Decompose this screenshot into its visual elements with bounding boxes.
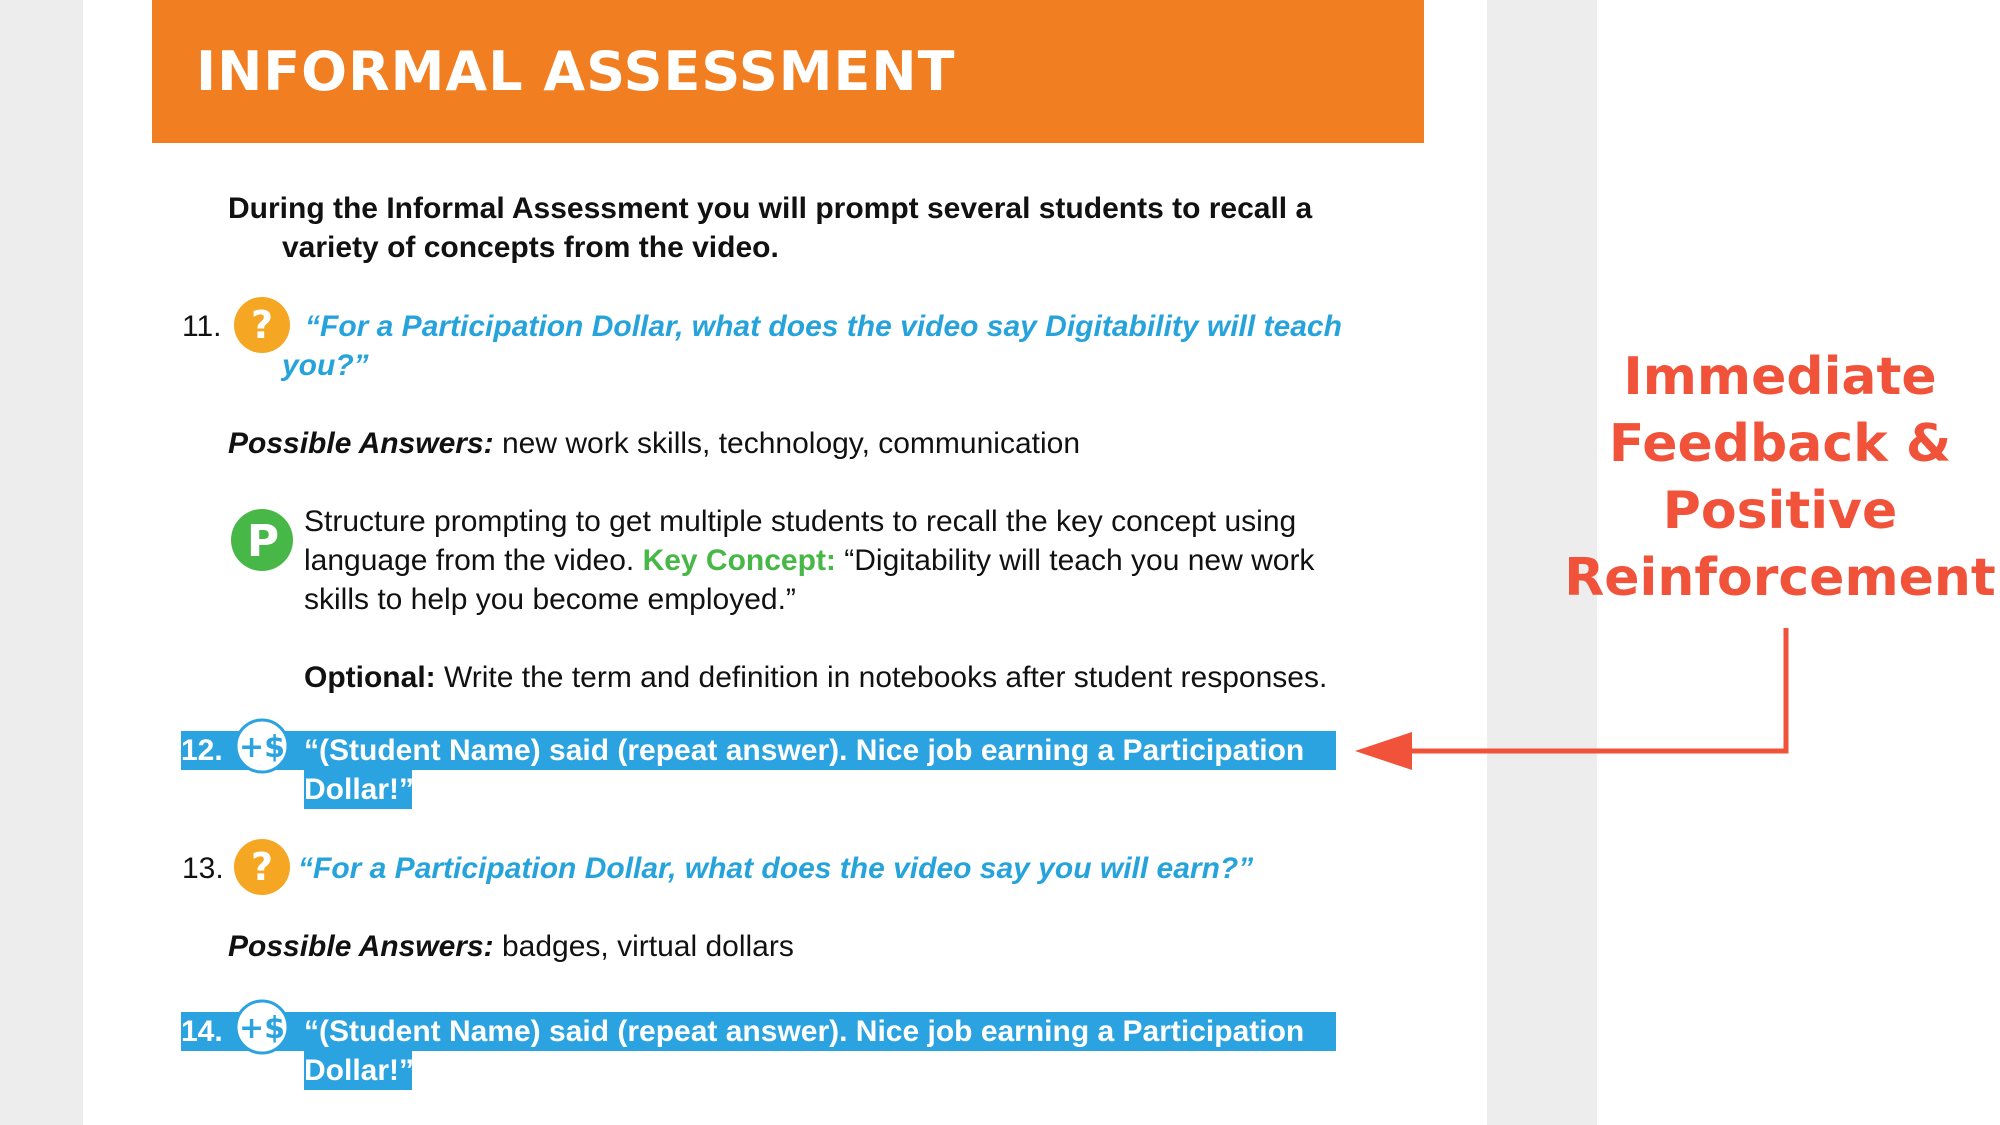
- callout-line-4: Reinforcement: [1564, 548, 1996, 608]
- response-14-line-2: Dollar!”: [304, 1054, 415, 1087]
- possible-answers-13: [228, 927, 794, 966]
- item-number-12: 12.: [181, 734, 223, 767]
- svg-text:+$: +$: [238, 1011, 286, 1046]
- key-concept-label: Key Concept:: [642, 544, 836, 577]
- possible-answers-label: Possible Answers:: [228, 930, 494, 963]
- prompt-line-3: skills to help you become employed.”: [304, 583, 796, 616]
- question-11-line-2: you?”: [282, 349, 369, 382]
- callout-line-2: Feedback &: [1608, 414, 1952, 474]
- svg-text:?: ?: [250, 303, 274, 347]
- callout-line-1: Immediate: [1623, 347, 1937, 407]
- possible-answers-11: [228, 424, 1080, 463]
- svg-text:+$: +$: [238, 730, 286, 765]
- callout-line-3: Positive: [1662, 481, 1898, 541]
- prompt-line-2-end: “Digitability will teach you new work: [835, 544, 1315, 577]
- possible-answers-text: badges, virtual dollars: [493, 930, 794, 963]
- question-mark-icon: [233, 838, 291, 896]
- intro-line-1: During the Informal Assessment you will prompt several students to recall a: [228, 192, 1313, 225]
- callout-label: [1560, 344, 2000, 612]
- arrow-left-icon: [1340, 620, 1810, 780]
- possible-answers-text: new work skills, technology, communication: [493, 427, 1081, 460]
- item-number-13: 13.: [182, 852, 224, 885]
- plus-dollar-icon: [234, 999, 290, 1055]
- section-title: INFORMAL ASSESSMENT: [196, 40, 956, 103]
- plus-dollar-icon: [234, 718, 290, 774]
- optional-text: Write the term and definition in notebooks after student responses.: [435, 661, 1328, 694]
- question-11-line-1: “For a Participation Dollar, what does the video say Digitability will teach: [305, 310, 1342, 343]
- svg-text:?: ?: [250, 845, 274, 889]
- optional-note: [304, 658, 1327, 697]
- intro-line-2: variety of concepts from the video.: [282, 231, 779, 264]
- response-12-line-2: Dollar!”: [304, 773, 415, 806]
- response-14-line-1: “(Student Name) said (repeat answer). Nice job earning a Participation: [304, 1015, 1305, 1048]
- possible-answers-label: Possible Answers:: [228, 427, 494, 460]
- prompt-line-1: Structure prompting to get multiple students to recall the key concept using: [304, 505, 1297, 538]
- optional-label: Optional:: [304, 661, 436, 694]
- item-number-11: 11.: [182, 310, 222, 343]
- svg-text:P: P: [246, 516, 280, 567]
- prompt-line-2-start: language from the video.: [304, 544, 643, 577]
- item-number-14: 14.: [181, 1015, 223, 1048]
- response-12-line-1: “(Student Name) said (repeat answer). Nice job earning a Participation: [304, 734, 1305, 767]
- question-13-text: “For a Participation Dollar, what does the video say you will earn?”: [298, 852, 1254, 885]
- section-banner: [152, 0, 1424, 143]
- prompt-line-2: [304, 541, 1314, 580]
- prompt-p-icon: [230, 508, 294, 572]
